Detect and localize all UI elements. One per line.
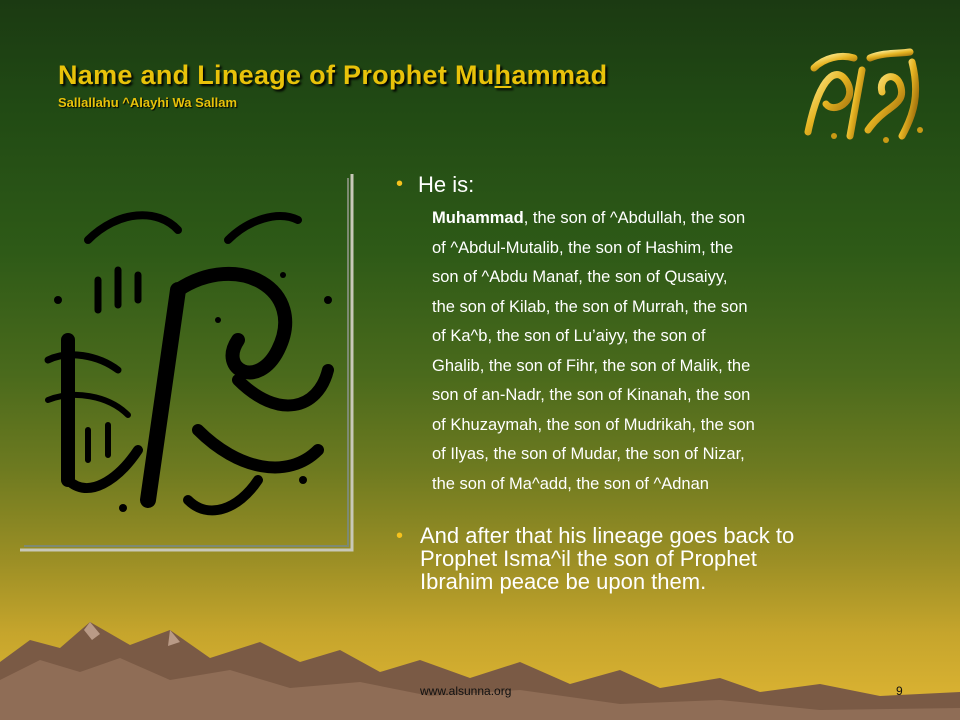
muhammad-calligraphy <box>28 180 348 545</box>
page-number: 9 <box>896 684 903 698</box>
lineage-line: Ghalib, the son of Fihr, the son of Malik, the <box>432 356 751 375</box>
mountain-range-decoration <box>0 600 960 720</box>
lineage-line: of Ilyas, the son of Mudar, the son of Nizar, <box>432 445 745 463</box>
bullet-1-marker: • <box>396 173 404 195</box>
footer-url[interactable]: www.alsunna.org <box>420 684 512 698</box>
title-underlined-letter: h <box>494 60 512 90</box>
lineage-line: of Ka^b, the son of Lu’aiyy, the son of <box>432 327 706 345</box>
lineage-line: of ^Abdul-Mutalib, the son of Hashim, the <box>432 238 734 257</box>
title-part-2: ammad <box>511 60 608 90</box>
gold-calligraphy-logo <box>790 44 930 148</box>
lineage-name: Muhammad <box>432 209 524 227</box>
bullet-2-text: And after that his lineage goes back to Prophet Isma^il the son of Prophet Ibrahim peace be upon them. <box>420 523 795 594</box>
slide-subtitle: Sallallahu ^Alayhi Wa Sallam <box>58 95 238 110</box>
slide-title <box>58 60 607 91</box>
lineage-line: of Khuzaymah, the son of Mudrikah, the son <box>432 415 755 434</box>
bullet-1-text: He is: <box>418 172 475 197</box>
lineage-paragraph <box>432 204 912 499</box>
lineage-line: the son of Ma^add, the son of ^Adnan <box>432 474 709 493</box>
title-part-1: Name and Lineage of Prophet Mu <box>58 60 495 90</box>
lineage-line: son of an-Nadr, the son of Kinanah, the son <box>432 386 751 404</box>
lineage-line: Muhammad, the son of ^Abdullah, the son <box>432 209 746 227</box>
lineage-line: son of ^Abdu Manaf, the son of Qusaiyy, <box>432 268 728 286</box>
bullet-2-marker: • <box>396 525 404 547</box>
lineage-line: the son of Kilab, the son of Murrah, the son <box>432 297 748 316</box>
